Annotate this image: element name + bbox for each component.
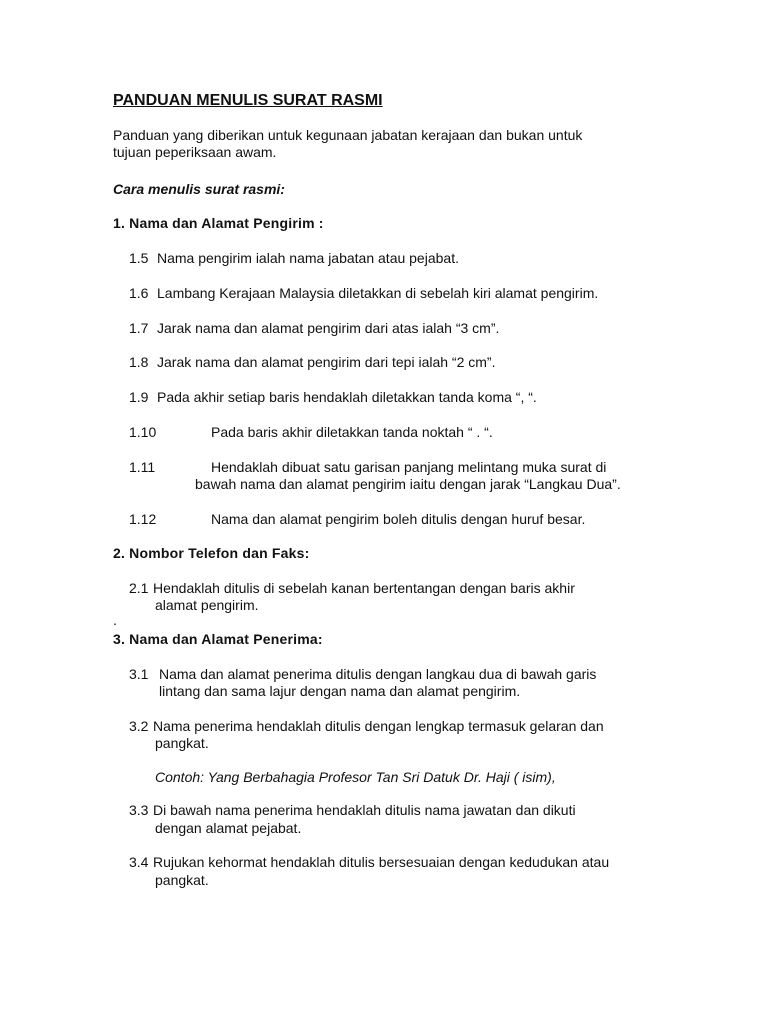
item-continuation: lintang dan sama lajur dengan nama dan alamat pengirim. bbox=[159, 683, 521, 699]
item-number: 1.11 bbox=[129, 459, 156, 475]
intro-line: tujuan peperiksaan awam. bbox=[113, 144, 277, 160]
section-heading-3: 3. Nama dan Alamat Penerima: bbox=[113, 631, 323, 647]
item-text: Pada baris akhir diletakkan tanda noktah “ . “. bbox=[211, 424, 493, 440]
item-number: 1.10 bbox=[129, 424, 157, 440]
item-text: Nama pengirim ialah nama jabatan atau pejabat. bbox=[157, 250, 459, 266]
item-number: 1.8 bbox=[129, 354, 149, 370]
item-text: Nama penerima hendaklah ditulis dengan lengkap termasuk gelaran dan bbox=[153, 718, 604, 734]
item-number: 1.5 bbox=[129, 250, 149, 266]
section-heading-2: 2. Nombor Telefon dan Faks: bbox=[113, 545, 310, 561]
item-text: Pada akhir setiap baris hendaklah diletakkan tanda koma “, “. bbox=[157, 389, 537, 405]
item-number: 1.6 bbox=[129, 285, 149, 301]
item-number: 1.12 bbox=[129, 511, 157, 527]
item-number: 1.9 bbox=[129, 389, 149, 405]
item-text: Nama dan alamat penerima ditulis dengan langkau dua di bawah garis bbox=[159, 666, 597, 682]
item-text: Nama dan alamat pengirim boleh ditulis dengan huruf besar. bbox=[211, 511, 586, 527]
item-continuation: dengan alamat pejabat. bbox=[155, 820, 302, 836]
item-number: 3.1 bbox=[129, 666, 149, 682]
item-number: 3.3 bbox=[129, 802, 149, 818]
section-heading-1: 1. Nama dan Alamat Pengirim : bbox=[113, 215, 324, 231]
item-text: Rujukan kehormat hendaklah ditulis bersesuaian dengan kedudukan atau bbox=[153, 854, 610, 870]
intro-line: Panduan yang diberikan untuk kegunaan jabatan kerajaan dan bukan untuk bbox=[113, 127, 583, 143]
item-text: Hendaklah dibuat satu garisan panjang melintang muka surat di bbox=[211, 459, 607, 475]
item-text: Lambang Kerajaan Malaysia diletakkan di sebelah kiri alamat pengirim. bbox=[157, 285, 599, 301]
item-continuation: pangkat. bbox=[155, 735, 209, 751]
document-title: PANDUAN MENULIS SURAT RASMI bbox=[113, 92, 383, 109]
item-number: 3.4 bbox=[129, 854, 149, 870]
example-text: Contoh: Yang Berbahagia Profesor Tan Sri Datuk Dr. Haji ( isim), bbox=[155, 769, 556, 785]
item-text: Jarak nama dan alamat pengirim dari atas ialah “3 cm”. bbox=[157, 320, 500, 336]
stray-mark: . bbox=[113, 612, 117, 628]
intro-paragraph bbox=[113, 127, 673, 161]
item-number: 2.1 bbox=[129, 580, 149, 596]
item-text: Jarak nama dan alamat pengirim dari tepi ialah “2 cm”. bbox=[157, 354, 496, 370]
item-number: 3.2 bbox=[129, 718, 149, 734]
subheading: Cara menulis surat rasmi: bbox=[113, 181, 285, 197]
item-text: Hendaklah ditulis di sebelah kanan bertentangan dengan baris akhir bbox=[153, 580, 575, 596]
item-text: Di bawah nama penerima hendaklah ditulis nama jawatan dan dikuti bbox=[153, 802, 576, 818]
item-continuation: pangkat. bbox=[155, 872, 209, 888]
item-continuation: bawah nama dan alamat pengirim iaitu dengan jarak “Langkau Dua”. bbox=[195, 476, 621, 492]
item-continuation: alamat pengirim. bbox=[155, 597, 259, 613]
item-number: 1.7 bbox=[129, 320, 149, 336]
